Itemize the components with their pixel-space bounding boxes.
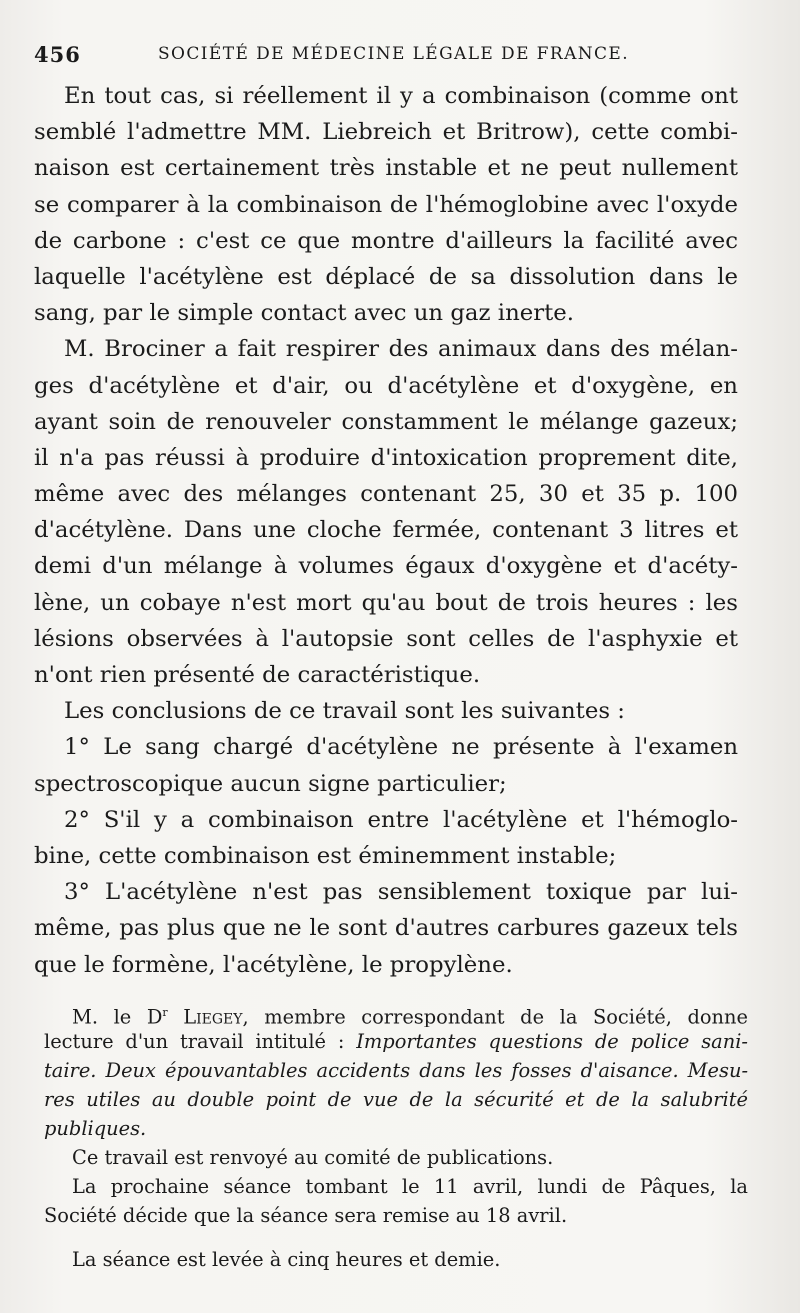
body-line: ges d'acétylène et d'air, ou d'acétylène et d'oxygène, en <box>34 372 738 399</box>
minutes-line <box>44 1027 748 1056</box>
body-line: Les conclusions de ce travail sont les suivantes : <box>64 698 625 725</box>
author-name: Liegey <box>183 1005 243 1027</box>
minutes-line: Société décide que la séance sera remise au 18 avril. <box>44 1204 568 1227</box>
body-line: M. Brociner a fait respirer des animaux dans des mélan- <box>64 336 738 363</box>
body-line: 2° S'il y a combinaison entre l'acétylène et l'hémoglo- <box>64 806 738 833</box>
minutes-text: M. le D <box>72 1005 163 1027</box>
minutes-line <box>44 998 748 1027</box>
minutes-text: lecture d'un travail intitulé : <box>44 1030 357 1053</box>
body-line: n'ont rien présenté de caractéristique. <box>34 662 481 688</box>
body-line: 1° Le sang chargé d'acétylène ne présente à l'examen <box>64 734 738 761</box>
minutes-line: La séance est levée à cinq heures et demie. <box>72 1248 501 1271</box>
body-line: demi d'un mélange à volumes égaux d'oxygène et d'acéty- <box>34 553 738 580</box>
minutes-text: , membre correspondant de la Société, donne <box>242 1005 748 1027</box>
running-header <box>34 38 754 68</box>
running-title: SOCIÉTÉ DE MÉDECINE LÉGALE DE FRANCE. <box>158 44 630 64</box>
body-line: lésions observées à l'autopsie sont celles de l'asphyxie et <box>34 625 738 652</box>
body-line: sang, par le simple contact avec un gaz inerte. <box>34 300 575 327</box>
body-line: de carbone : c'est ce que montre d'ailleurs la facilité avec <box>34 227 738 254</box>
work-title-line: publiques. <box>44 1117 147 1140</box>
body-line: d'acétylène. Dans une cloche fermée, contenant 3 litres et <box>34 517 738 544</box>
minutes-line: La prochaine séance tombant le 11 avril, lundi de Pâques, la <box>72 1175 748 1198</box>
body-line: spectroscopique aucun signe particulier; <box>34 770 507 797</box>
body-line: 3° L'acétylène n'est pas sensiblement toxique par lui- <box>64 879 738 906</box>
body-line: se comparer à la combinaison de l'hémoglobine avec l'oxyde <box>34 191 738 218</box>
minutes-line: Ce travail est renvoyé au comité de publications. <box>72 1146 554 1169</box>
work-title-line: taire. Deux épouvantables accidents dans les fosses d'aisance. Mesu- <box>44 1059 748 1082</box>
work-title: Importantes questions de police sani- <box>356 1030 748 1053</box>
body-line: même, pas plus que ne le sont d'autres carbures gazeux tels <box>34 915 738 942</box>
body-line: laquelle l'acétylène est déplacé de sa dissolution dans le <box>34 263 738 290</box>
body-line: En tout cas, si réellement il y a combinaison (comme ont <box>64 83 738 109</box>
body-line: bine, cette combinaison est éminemment instable; <box>34 842 617 869</box>
body-line: naison est certainement très instable et ne peut nullement <box>34 155 738 182</box>
body-line: ayant soin de renouveler constamment le mélange gazeux; <box>34 408 738 435</box>
body-line: que le formène, l'acétylène, le propylène. <box>34 951 513 978</box>
page-number: 456 <box>34 42 81 67</box>
body-line: semblé l'admettre MM. Liebreich et Britrow), cette combi- <box>34 119 738 146</box>
body-line: même avec des mélanges contenant 25, 30 et 35 p. 100 <box>34 481 738 508</box>
meeting-minutes <box>44 998 748 1274</box>
body-text <box>34 78 738 983</box>
minutes-superscript: r <box>162 1006 168 1019</box>
body-line: lène, un cobaye n'est mort qu'au bout de trois heures : les <box>34 589 738 616</box>
work-title-line: res utiles au double point de vue de la sécurité et de la salubrité <box>44 1088 748 1111</box>
body-line: il n'a pas réussi à produire d'intoxication proprement dite, <box>34 444 738 471</box>
